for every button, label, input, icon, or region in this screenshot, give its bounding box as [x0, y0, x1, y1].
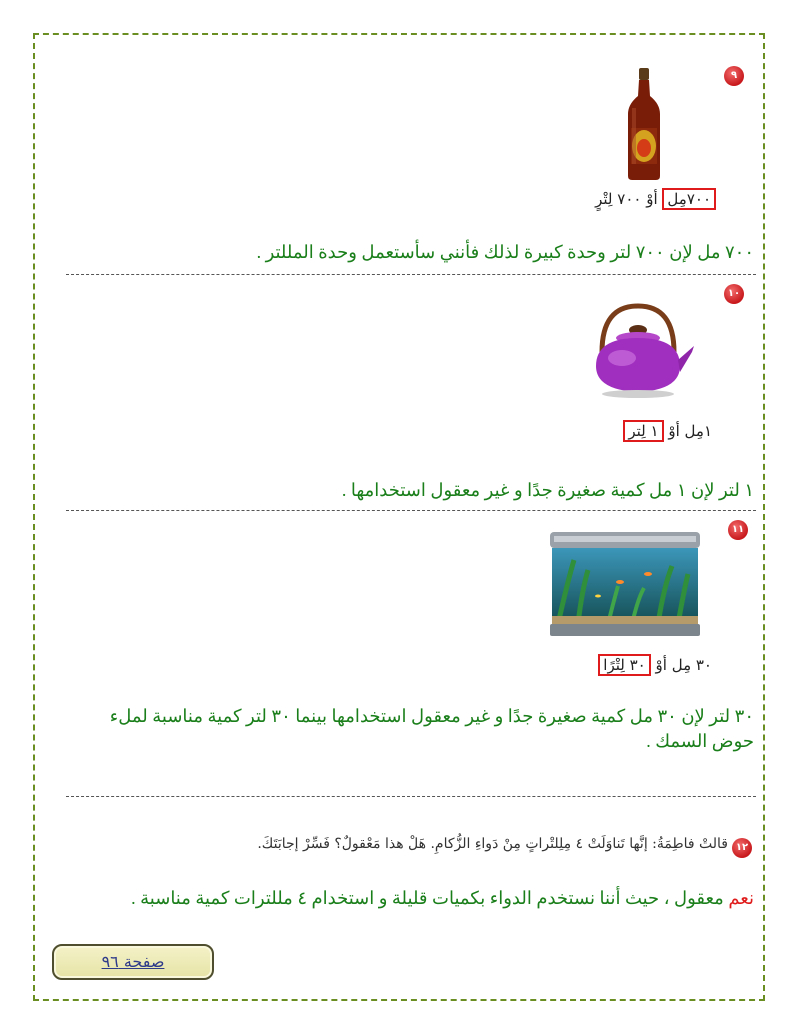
choice-or: أوْ [646, 190, 658, 208]
choice-alternative: ١مِل [684, 422, 712, 440]
choice-or: أوْ [668, 422, 680, 440]
answer-choices [623, 422, 712, 440]
answer-explanation: معقول ، حيث أننا نستخدم الدواء بكميات قليلة و استخدام ٤ مللترات كمية مناسبة . [131, 888, 729, 908]
question-number-badge: ١٢ [732, 838, 752, 858]
page-number-text: صفحة ٩٦ [101, 952, 165, 971]
aquarium-image [548, 530, 702, 638]
selected-choice-box: ١ لِتر [623, 420, 663, 442]
answer-text: ٣٠ لتر لإن ٣٠ مل كمية صغيرة جدًا و غير معقول استخدامها بينما ٣٠ لتر كمية مناسبة لملء حوض السمك . [109, 706, 754, 751]
answer-text: ٧٠٠ مل لإن ٧٠٠ لتر وحدة كبيرة لذلك فأنني سأستعمل وحدة المللتر . [256, 242, 754, 262]
answer-yes-highlight: نعم [728, 888, 754, 908]
choice-or: أوْ [655, 656, 667, 674]
page-number-label [52, 944, 214, 980]
answer-text: ١ لتر لإن ١ مل كمية صغيرة جدًا و غير معقول استخدامها . [341, 480, 754, 500]
answer-choices [595, 190, 716, 208]
separator [66, 274, 756, 275]
selected-choice-box: ٣٠ لِتْرًا [598, 654, 650, 676]
separator [66, 796, 756, 797]
choice-alternative: ٧٠٠ لِتْرٍ [595, 190, 642, 208]
question-number-badge: ١١ [728, 520, 748, 540]
answer-choices [598, 656, 712, 674]
choice-alternative: ٣٠ مِل [671, 656, 712, 674]
answer-text [96, 886, 754, 911]
separator [66, 510, 756, 511]
question-number-badge: ١٠ [724, 284, 744, 304]
sauce-bottle-image [626, 68, 662, 180]
question-number-badge: ٩ [724, 66, 744, 86]
question-text: قالتْ فاطِمَةُ: إنَّها تَناوَلَتْ ٤ مِلِلتْراتٍ مِنْ دَواءِ الزُّكامِ. هَلْ هذا مَعْقولٌ؟ فَسِّرْ إجابَتَكَ. [257, 836, 728, 852]
selected-choice-box: ٧٠٠مِل [662, 188, 716, 210]
kettle-image [582, 300, 694, 400]
